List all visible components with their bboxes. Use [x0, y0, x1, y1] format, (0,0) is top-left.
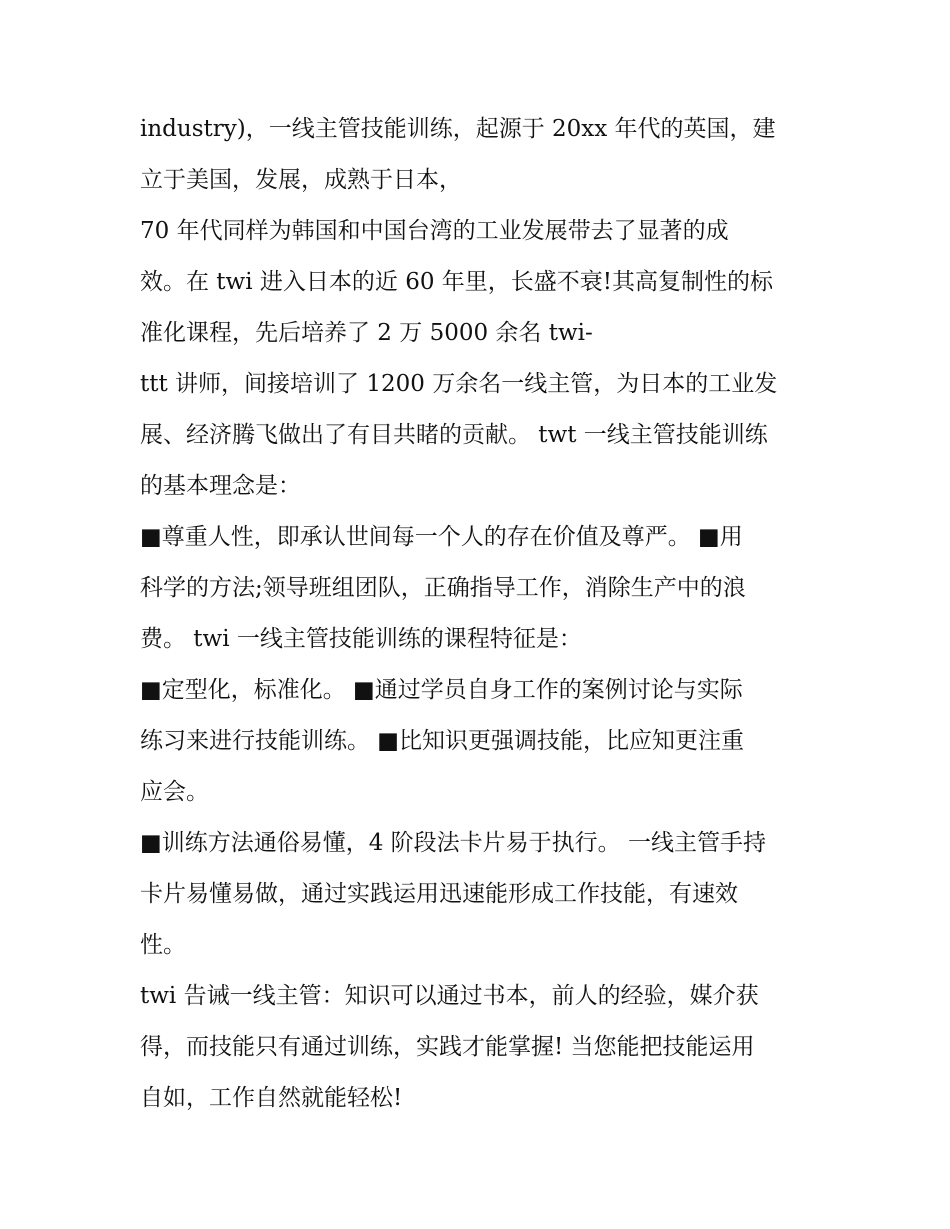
text-line: 性。: [140, 932, 186, 958]
text-line: industry)，一线主管技能训练，起源于 20xx 年代的英国，建: [140, 116, 776, 142]
text-line: 效。在 twi 进入日本的近 60 年里，长盛不衰!其高复制性的标: [140, 269, 774, 295]
text-line: 70 年代同样为韩国和中国台湾的工业发展带去了显著的成: [140, 218, 729, 244]
text-line: 的基本理念是：: [140, 473, 301, 499]
text-line: 科学的方法;领导班组团队，正确指导工作，消除生产中的浪: [140, 575, 746, 601]
text-line: 费。 twi 一线主管技能训练的课程特征是：: [140, 626, 582, 652]
text-line: 自如，工作自然就能轻松!: [140, 1085, 403, 1111]
text-line: 应会。: [140, 779, 209, 805]
text-line: twi 告诫一线主管：知识可以通过书本，前人的经验，媒介获: [140, 983, 759, 1009]
text-line: 卡片易懂易做，通过实践运用迅速能形成工作技能，有速效: [140, 881, 738, 907]
text-line: ttt 讲师，间接培训了 1200 万余名一线主管，为日本的工业发: [140, 371, 778, 397]
text-line: 得，而技能只有通过训练，实践才能掌握! 当您能把技能运用: [140, 1034, 755, 1060]
body-text: [140, 104, 820, 1124]
text-line: ■尊重人性，即承认世间每一个人的存在价值及尊严。 ■用: [140, 524, 743, 550]
text-line: 练习来进行技能训练。 ■比知识更强调技能，比应知更注重: [140, 728, 745, 754]
text-line: ■定型化，标准化。 ■通过学员自身工作的案例讨论与实际: [140, 677, 743, 703]
text-line: 展、经济腾飞做出了有目共睹的贡献。 twt 一线主管技能训练: [140, 422, 768, 448]
text-line: 立于美国，发展，成熟于日本，: [140, 167, 462, 193]
text-line: 准化课程，先后培养了 2 万 5000 余名 twi-: [140, 320, 593, 346]
text-line: ■训练方法通俗易懂，4 阶段法卡片易于执行。 一线主管手持: [140, 830, 766, 856]
